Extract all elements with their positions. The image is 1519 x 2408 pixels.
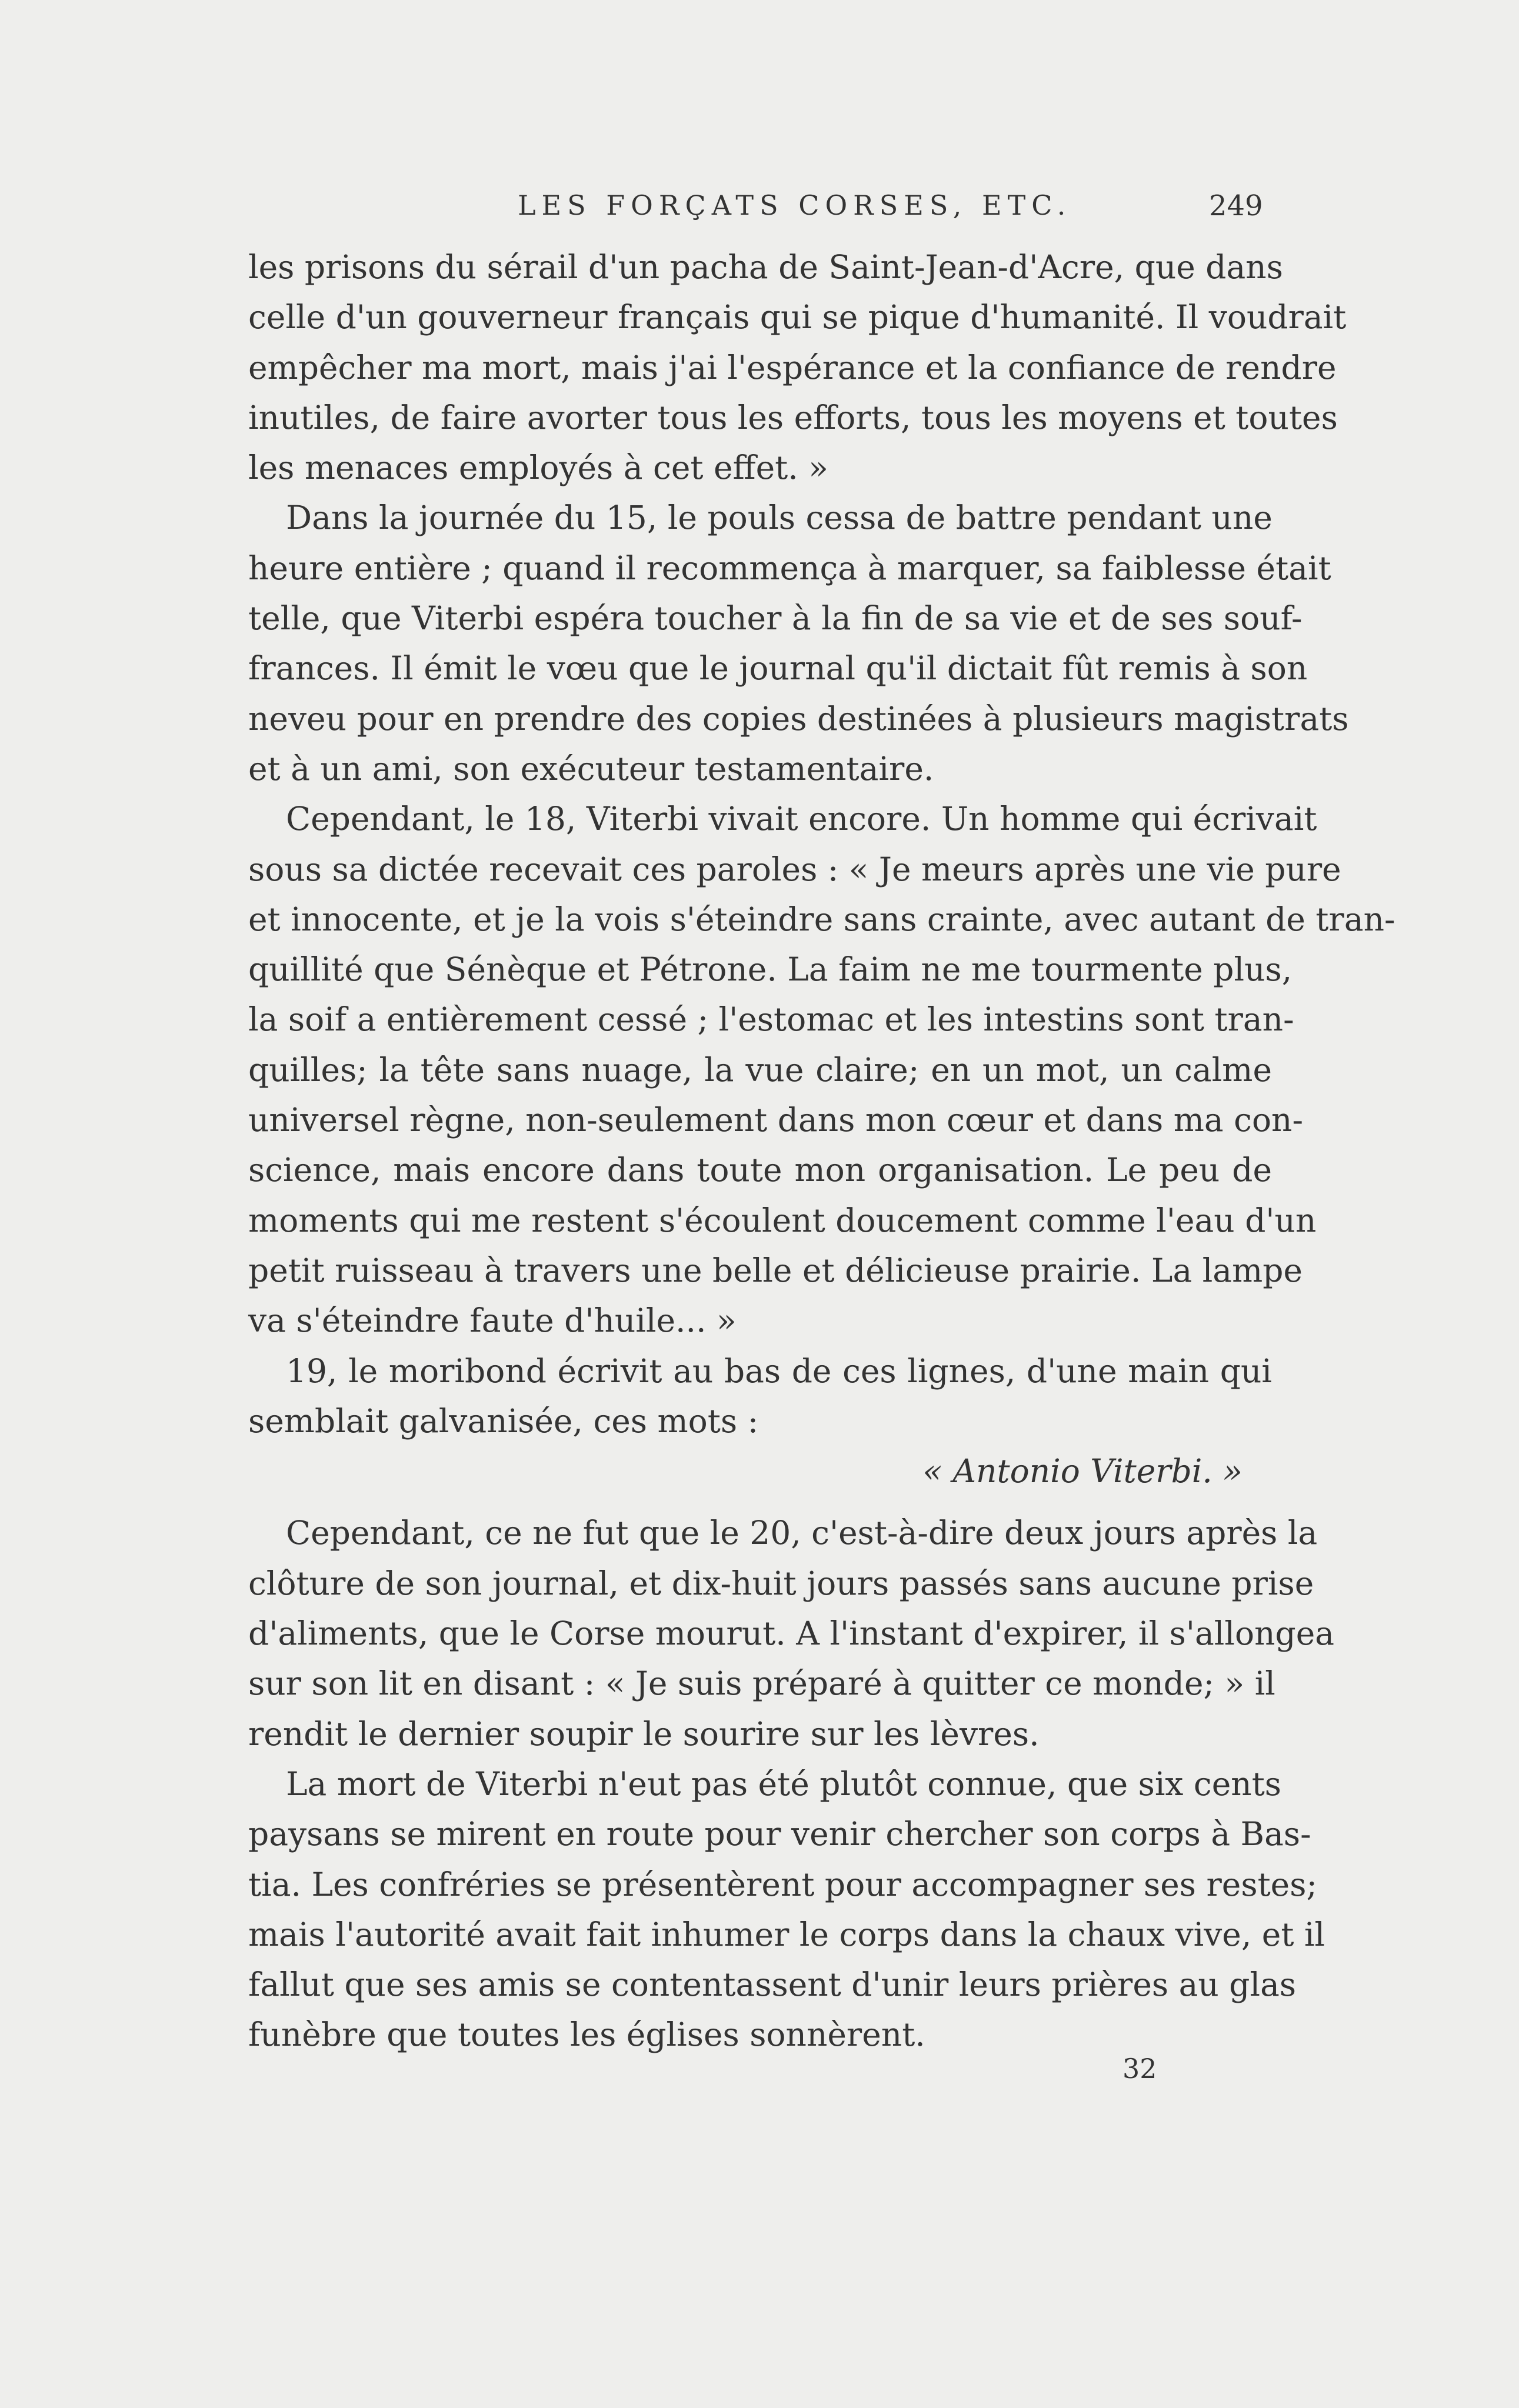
text-line: rendit le dernier soupir le sourire sur les lèvres. (248, 1715, 1040, 1753)
text-line: neveu pour en prendre des copies destinées à plusieurs magistrats (248, 699, 1349, 738)
text-line: et à un ami, son exécuteur testamentaire. (248, 749, 934, 788)
paragraph-gap (248, 1496, 1272, 1508)
text-line: sous sa dictée recevait ces paroles : « Je meurs après une vie pure (248, 850, 1341, 888)
text-line: quillité que Sénèque et Pétrone. La faim ne me tourmente plus, (248, 950, 1293, 989)
text-line: moments qui me restent s'écoulent doucement comme l'eau d'un (248, 1201, 1317, 1239)
text-line: Cependant, le 18, Viterbi vivait encore. Un homme qui écrivait (286, 800, 1317, 838)
text-line: sur son lit en disant : « Je suis préparé à quitter ce monde; » il (248, 1665, 1275, 1703)
text-line: funèbre que toutes les églises sonnèrent. (248, 2016, 925, 2054)
text-line: Dans la journée du 15, le pouls cessa de battre pendant une (286, 499, 1273, 537)
text-line: tia. Les confréries se présentèrent pour accompagner ses restes; (248, 1865, 1317, 1903)
signature-mark: 32 (1122, 2053, 1157, 2085)
text-line: les menaces employés à cet effet. » (248, 449, 828, 487)
text-line: celle d'un gouverneur français qui se pique d'humanité. Il voudrait (248, 298, 1347, 336)
text-line: la soif a entièrement cessé ; l'estomac et les intestins sont tran- (248, 1000, 1294, 1039)
text-line: inutiles, de faire avorter tous les efforts, tous les moyens et toutes (248, 398, 1338, 436)
text-line: frances. Il émit le vœu que le journal qu'il dictait fût remis à son (248, 649, 1308, 688)
text-line: d'aliments, que le Corse mourut. A l'instant d'expirer, il s'allongea (248, 1615, 1335, 1653)
page-header (0, 189, 1519, 231)
text-line: semblait galvanisée, ces mots : (248, 1402, 759, 1440)
text-line: fallut que ses amis se contentassent d'unir leurs prières au glas (248, 1966, 1297, 2004)
text-line: clôture de son journal, et dix-huit jours passés sans aucune prise (248, 1564, 1314, 1602)
text-line: petit ruisseau à travers une belle et délicieuse prairie. La lampe (248, 1251, 1303, 1289)
text-line: telle, que Viterbi espéra toucher à la fin de sa vie et de ses souf- (248, 599, 1303, 638)
text-line: 19, le moribond écrivit au bas de ces lignes, d'une main qui (286, 1352, 1272, 1390)
body-text (248, 242, 1395, 2060)
page-number: 249 (1209, 189, 1263, 222)
text-line: quilles; la tête sans nuage, la vue claire; en un mot, un calme (248, 1050, 1272, 1089)
text-line: science, mais encore dans toute mon organisation. Le peu de (248, 1151, 1272, 1189)
text-line: paysans se mirent en route pour venir chercher son corps à Bas- (248, 1815, 1311, 1853)
quoted-signature: « Antonio Viterbi. » (922, 1452, 1242, 1490)
text-line: universel règne, non-seulement dans mon cœur et dans ma con- (248, 1101, 1304, 1139)
text-line: empêcher ma mort, mais j'ai l'espérance et la confiance de rendre (248, 348, 1337, 386)
text-line: heure entière ; quand il recommença à marquer, sa faiblesse était (248, 549, 1331, 587)
text-line: et innocente, et je la vois s'éteindre sans crainte, avec autant de tran- (248, 900, 1395, 938)
running-title: LES FORÇATS CORSES, ETC. (518, 189, 1072, 221)
text-line: va s'éteindre faute d'huile... » (248, 1302, 737, 1340)
text-line: La mort de Viterbi n'eut pas été plutôt connue, que six cents (286, 1765, 1282, 1803)
text-line: Cependant, ce ne fut que le 20, c'est-à-dire deux jours après la (286, 1514, 1318, 1552)
text-line: mais l'autorité avait fait inhumer le corps dans la chaux vive, et il (248, 1915, 1325, 1953)
text-line: les prisons du sérail d'un pacha de Saint-Jean-d'Acre, que dans (248, 248, 1283, 286)
